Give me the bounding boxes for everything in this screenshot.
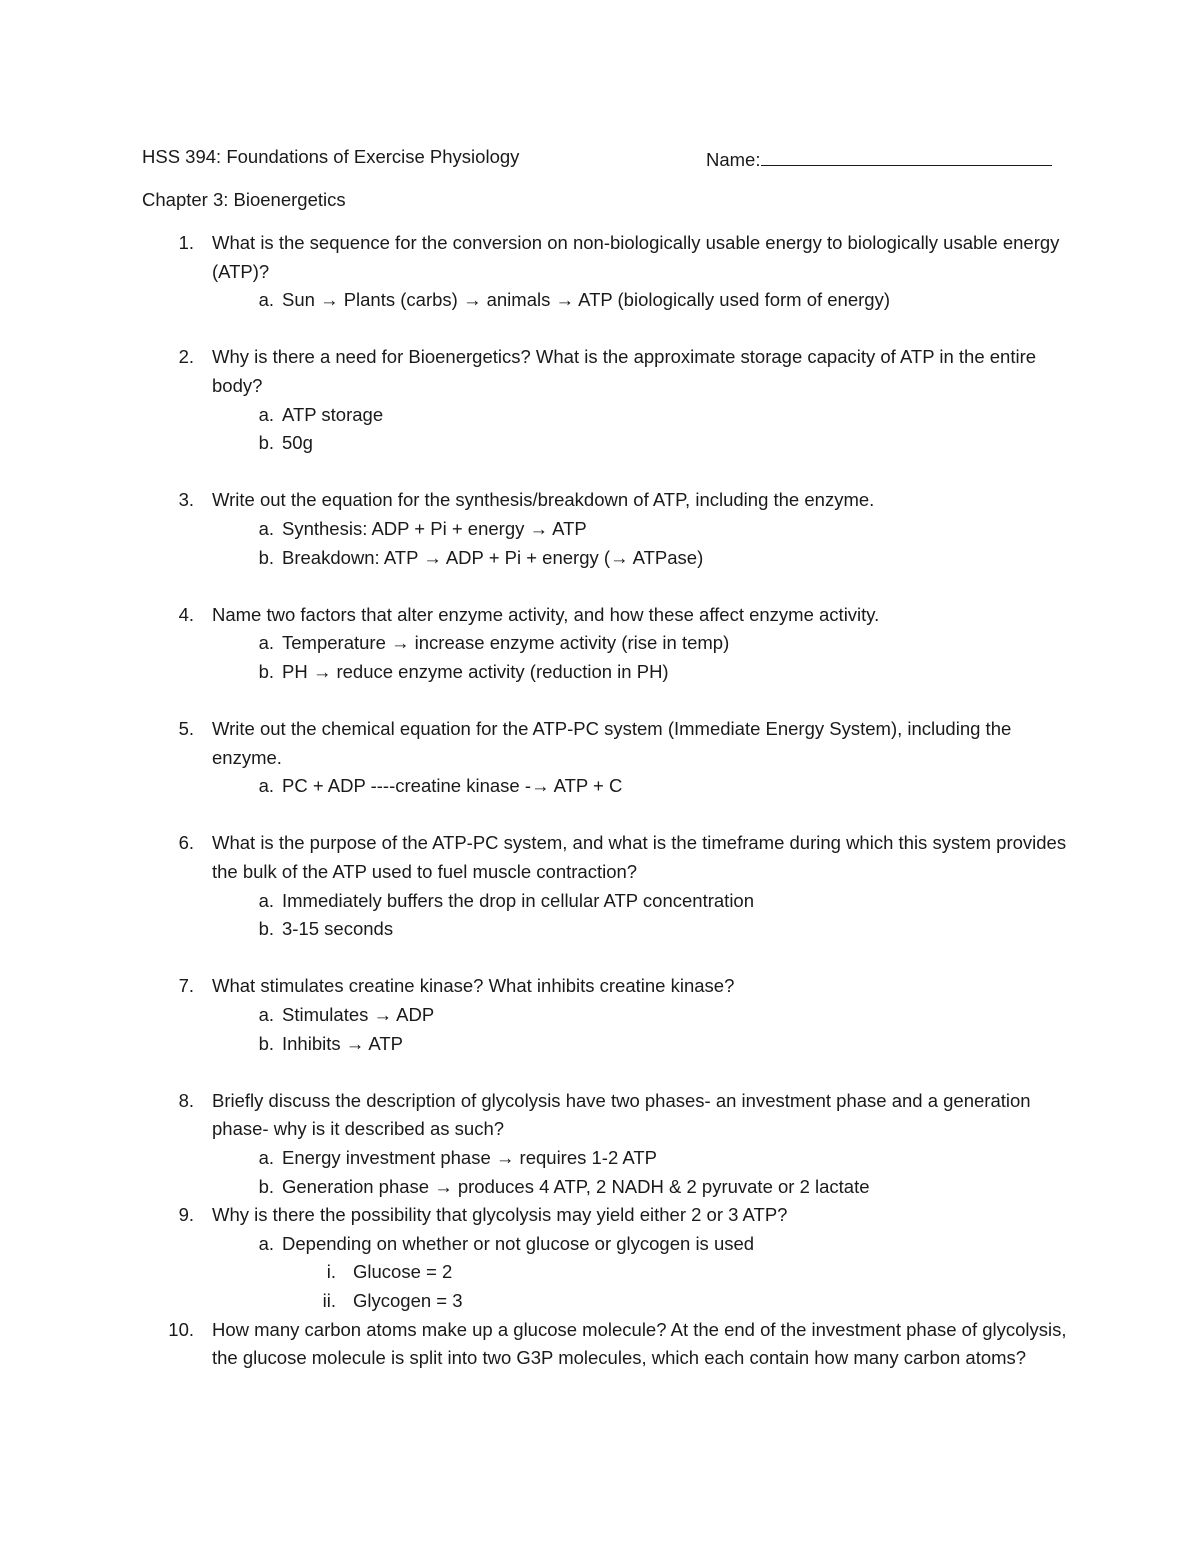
course-title: HSS 394: Foundations of Exercise Physiology [142, 146, 520, 167]
question-text: What stimulates creatine kinase? What inhibits creatine kinase? [212, 975, 735, 997]
question-text: Why is there the possibility that glycolysis may yield either 2 or 3 ATP? [212, 1204, 788, 1226]
answer-label: a. [258, 1004, 274, 1026]
question-item [142, 1201, 1072, 1315]
chapter-title: Chapter 3: Bioenergetics [142, 189, 346, 210]
question-item [142, 715, 1072, 801]
question-item [142, 972, 1072, 1058]
name-field [706, 143, 1052, 174]
question-item [142, 343, 1072, 457]
question-number: 2. [178, 346, 194, 368]
answer-text: Temperature → increase enzyme activity (rise in temp) [282, 632, 730, 654]
question-text: Briefly discuss the description of glycolysis have two phases- an investment phase and a generation phase- why is it described as such? [212, 1089, 1031, 1140]
answer-label: b. [258, 918, 274, 940]
question-number: 1. [178, 232, 194, 253]
sub-answer-text: Glucose = 2 [353, 1261, 453, 1283]
answer-text: Immediately buffers the drop in cellular ATP concentration [282, 889, 755, 911]
answer-text: Breakdown: ATP → ADP + Pi + energy (→ ATPase) [282, 546, 704, 568]
answer-text: PC + ADP ----creatine kinase -→ ATP + C [282, 775, 623, 797]
answer-text: Inhibits → ATP [282, 1032, 403, 1054]
answer-text: Energy investment phase → requires 1-2 ATP [282, 1147, 657, 1168]
answer-item [142, 887, 1072, 916]
question-number: 4. [178, 603, 194, 625]
question-number: 5. [178, 718, 194, 740]
answer-item [142, 772, 1072, 801]
answer-item [142, 629, 1072, 658]
question-number: 9. [178, 1204, 194, 1226]
question-list [142, 229, 1072, 1373]
answer-item [142, 401, 1072, 430]
question-number: 8. [178, 1089, 194, 1111]
answer-item [142, 915, 1072, 944]
name-label: Name: [706, 149, 761, 170]
sub-answer-label: ii. [322, 1289, 336, 1311]
question-item [142, 486, 1072, 572]
name-blank-line [761, 143, 1052, 166]
answer-label: b. [258, 546, 274, 568]
answer-item [142, 1173, 1072, 1202]
question-item [142, 829, 1072, 943]
answer-label: a. [258, 517, 274, 539]
answer-label: b. [258, 1175, 274, 1197]
question-text: Why is there a need for Bioenergetics? What is the approximate storage capacity of ATP in the entire body? [212, 346, 1037, 396]
answer-label: b. [258, 1032, 274, 1054]
question-number: 10. [168, 1318, 194, 1340]
answer-item [142, 1030, 1072, 1059]
question-item [142, 1087, 1072, 1201]
worksheet-header [142, 143, 1062, 171]
answer-label: a. [258, 403, 274, 425]
sub-answer-item [142, 1287, 1072, 1316]
answer-text: Sun → Plants (carbs) → animals → ATP (biologically used form of energy) [282, 289, 890, 311]
question-item [142, 601, 1072, 687]
answer-item [142, 1230, 1072, 1259]
answer-text: 50g [282, 432, 313, 454]
answer-text: ATP storage [282, 403, 384, 425]
answer-item [142, 658, 1072, 687]
question-text: What is the sequence for the conversion on non-biologically usable energy to biologically usable energy (ATP)? [212, 232, 1060, 282]
answer-text: PH → reduce enzyme activity (reduction in PH) [282, 660, 669, 682]
answer-label: a. [258, 632, 274, 654]
answer-text: Synthesis: ADP + Pi + energy → ATP [282, 517, 587, 539]
question-text: How many carbon atoms make up a glucose molecule? At the end of the investment phase of glycolysis, the glucose molecule is split into two G3P molecules, which each contain how many carbon atoms? [212, 1318, 1067, 1369]
answer-label: a. [258, 1147, 274, 1168]
question-text: Name two factors that alter enzyme activity, and how these affect enzyme activity. [212, 603, 880, 625]
question-number: 7. [178, 975, 194, 997]
answer-item [142, 286, 1072, 315]
question-item [142, 229, 1072, 315]
answer-label: a. [258, 1232, 274, 1254]
answer-text: Stimulates → ADP [282, 1004, 435, 1026]
question-item [142, 1316, 1072, 1373]
sub-answer-text: Glycogen = 3 [353, 1289, 463, 1311]
answer-label: a. [258, 289, 274, 311]
answer-item [142, 515, 1072, 544]
answer-text: 3-15 seconds [282, 918, 394, 940]
answer-item [142, 544, 1072, 573]
answer-item [142, 429, 1072, 458]
question-text: What is the purpose of the ATP-PC system, and what is the timeframe during which this system provides the bulk of the ATP used to fuel muscle contraction? [212, 832, 1067, 883]
answer-text: Depending on whether or not glucose or glycogen is used [282, 1232, 755, 1254]
answer-text: Generation phase → produces 4 ATP, 2 NADH & 2 pyruvate or 2 lactate [282, 1175, 870, 1197]
answer-label: a. [258, 889, 274, 911]
question-number: 3. [178, 489, 194, 511]
sub-answer-label: i. [326, 1261, 336, 1283]
question-number: 6. [178, 832, 194, 854]
question-text: Write out the equation for the synthesis/breakdown of ATP, including the enzyme. [212, 489, 875, 511]
question-text: Write out the chemical equation for the ATP-PC system (Immediate Energy System), including the enzyme. [212, 718, 1012, 768]
answer-item [142, 1001, 1072, 1030]
answer-item [142, 1144, 1072, 1173]
answer-label: a. [258, 775, 274, 797]
answer-label: b. [258, 432, 274, 454]
sub-answer-item [142, 1258, 1072, 1287]
answer-label: b. [258, 660, 274, 682]
